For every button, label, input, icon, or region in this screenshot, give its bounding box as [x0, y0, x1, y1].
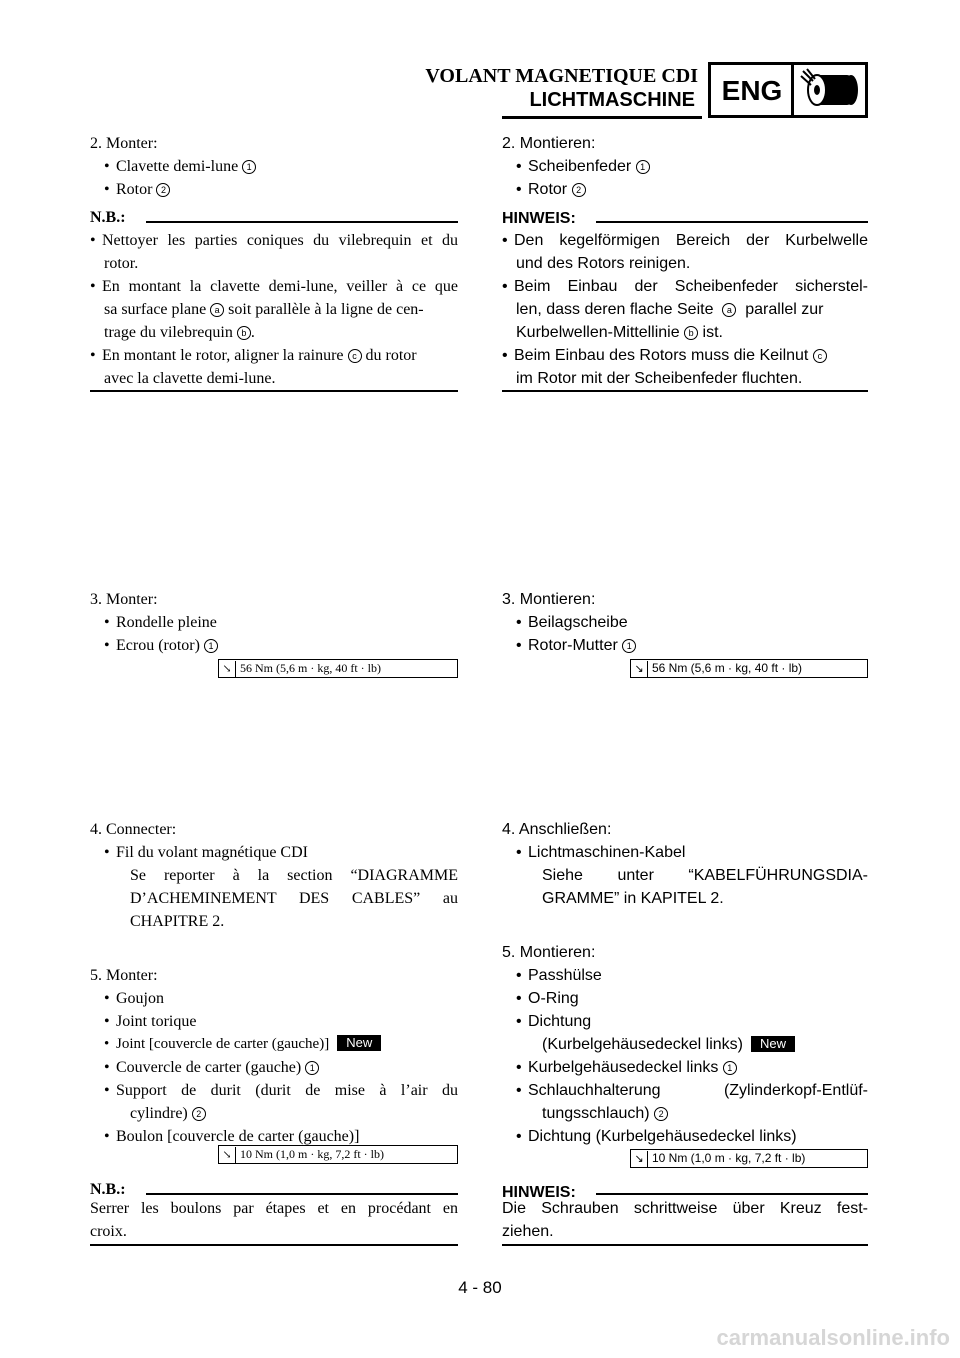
fr-torque-spec-1: ↘ 56 Nm (5,6 m · kg, 40 ft · lb) [218, 659, 458, 678]
list-item: • Rondelle pleine [90, 611, 458, 634]
list-item: • Scheibenfeder 1 [502, 155, 868, 178]
note-line: avec la clavette demi-lune. [104, 370, 276, 387]
note-line: • En montant la clavette demi-lune, veiller à ce que [90, 275, 458, 298]
de-step2-title: 2. Montieren: [502, 135, 596, 152]
de-hinweis2-rule [596, 1193, 868, 1195]
list-item-text: Se reporter à la section “DIAGRAMME [130, 867, 458, 884]
fr-nb2-end-rule [90, 1244, 458, 1246]
wrench-icon: ↘ [219, 1147, 236, 1164]
fr-nb1-label: N.B.: [90, 209, 126, 226]
list-item: • Rotor 2 [90, 178, 458, 201]
list-item-text: CHAPITRE 2. [130, 913, 225, 930]
wrench-icon: ↘ [631, 1151, 648, 1168]
de-hinweis2-label: HINWEIS: [502, 1184, 576, 1201]
fr-nb1-end-rule [90, 390, 458, 392]
de-step5-title: 5. Montieren: [502, 944, 596, 961]
ref-marker: 2 [572, 183, 586, 197]
list-item: • Boulon [couvercle de carter (gauche)] [90, 1125, 458, 1148]
new-badge: New [751, 1036, 795, 1052]
fr-nb2-label: N.B.: [90, 1181, 126, 1198]
de-step5 [502, 941, 868, 1148]
list-item: • Rotor 2 [502, 178, 868, 201]
fr-nb2-rule [146, 1193, 458, 1195]
de-hinweis2-body [502, 1197, 868, 1243]
note-line: und des Rotors reinigen. [516, 255, 691, 272]
ref-marker: 1 [305, 1061, 319, 1075]
de-hinweis2-end-rule [502, 1244, 868, 1246]
list-item: • Support de durit (durit de mise à l’air du [90, 1079, 458, 1102]
list-item: • Schlauchhalterung (Zylinderkopf-Entlüf- [502, 1079, 868, 1102]
de-torque-spec-2: ↘ 10 Nm (1,0 m · kg, 7,2 ft · lb) [630, 1149, 868, 1168]
fr-step3-title: 3. Monter: [90, 591, 158, 608]
note-line: • Beim Einbau des Rotors muss die Keilnut c [502, 344, 868, 367]
list-item: • Lichtmaschinen-Kabel [502, 841, 868, 864]
fr-step5-title: 5. Monter: [90, 967, 158, 984]
list-item: • O-Ring [502, 987, 868, 1010]
list-item: • Kurbelgehäusedeckel links 1 [502, 1056, 868, 1079]
fr-step4-title: 4. Connecter: [90, 821, 177, 838]
note-line: rotor. [104, 255, 139, 272]
list-item: • Rotor-Mutter 1 [502, 634, 868, 657]
list-item-text: GRAMME” in KAPITEL 2. [542, 890, 724, 907]
note-line: • Nettoyer les parties coniques du vilebrequin et du [90, 229, 458, 252]
header-title-fr: VOLANT MAGNETIQUE CDI [425, 65, 698, 87]
header-rule [502, 116, 702, 119]
fr-nb1-rule [146, 221, 458, 223]
ref-marker: b [684, 326, 698, 340]
list-item: • Passhülse [502, 964, 868, 987]
ref-marker: 1 [636, 160, 650, 174]
note-line: ziehen. [502, 1223, 554, 1240]
note-line: • Den kegelförmigen Bereich der Kurbelwelle [502, 229, 868, 252]
de-hinweis1-label: HINWEIS: [502, 210, 576, 227]
note-line: • Beim Einbau der Scheibenfeder sicherstel- [502, 275, 868, 298]
list-item: • Ecrou (rotor) 1 [90, 634, 458, 657]
fr-column [90, 132, 458, 201]
note-line: Serrer les boulons par étapes et en procédant en [90, 1200, 458, 1217]
list-item: • Dichtung [502, 1010, 868, 1033]
list-item: • Joint [couvercle de carter (gauche)] New [90, 1033, 458, 1056]
list-item-text: (Kurbelgehäusedeckel links) New [502, 1033, 868, 1056]
ref-marker: 1 [242, 160, 256, 174]
note-line: len, dass deren flache Seite a parallel zur [516, 301, 824, 318]
de-torque-spec-1: ↘ 56 Nm (5,6 m · kg, 40 ft · lb) [630, 659, 868, 678]
note-line: sa surface plane a soit parallèle à la ligne de cen- [104, 301, 424, 318]
de-step3 [502, 588, 868, 657]
note-line: trage du vilebrequin b . [104, 324, 255, 341]
list-item: • Goujon [90, 987, 458, 1010]
list-item: • Fil du volant magnétique CDI [90, 841, 458, 864]
fr-step5 [90, 964, 458, 1148]
fr-torque-spec-2: ↘ 10 Nm (1,0 m · kg, 7,2 ft · lb) [218, 1145, 458, 1164]
ref-marker: c [813, 349, 827, 363]
page-number: 4 - 80 [458, 1278, 502, 1297]
de-step3-title: 3. Montieren: [502, 591, 596, 608]
badge-divider [791, 65, 794, 115]
wrench-icon: ↘ [631, 661, 648, 678]
header-badge-box [708, 62, 868, 118]
ref-marker: 2 [156, 183, 170, 197]
list-item: • Clavette demi-lune 1 [90, 155, 458, 178]
fr-step3 [90, 588, 458, 657]
note-line: • En montant le rotor, aligner la rainure c du rotor [90, 344, 458, 367]
de-column [502, 132, 868, 201]
fr-step2-title: 2. Monter: [90, 135, 158, 152]
list-item: • Beilagscheibe [502, 611, 868, 634]
list-item: • Dichtung (Kurbelgehäusedeckel links) [502, 1125, 868, 1148]
ref-marker: a [722, 303, 736, 317]
de-hinweis1-body [502, 229, 868, 390]
de-hinweis1-rule [596, 221, 868, 223]
fr-step4 [90, 818, 458, 933]
engine-rotor-icon [799, 67, 863, 118]
list-item: • Couvercle de carter (gauche) 1 [90, 1056, 458, 1079]
de-hinweis1-end-rule [502, 390, 868, 392]
note-line: im Rotor mit der Scheibenfeder fluchten. [516, 370, 803, 387]
list-item-text: cylindre) 2 [90, 1102, 458, 1125]
ref-marker: b [237, 326, 251, 340]
ref-marker: 2 [192, 1107, 206, 1121]
ref-marker: a [210, 303, 224, 317]
new-badge: New [337, 1035, 381, 1051]
ref-marker: c [348, 349, 362, 363]
note-line: croix. [90, 1223, 127, 1240]
ref-marker: 1 [204, 639, 218, 653]
fr-nb2-body [90, 1197, 458, 1243]
watermark[interactable]: carmanualsonline.info [716, 1325, 950, 1350]
list-item-text: tungsschlauch) 2 [502, 1102, 868, 1125]
de-step4 [502, 818, 868, 910]
header-title-de: LICHTMASCHINE [529, 89, 695, 111]
wrench-icon: ↘ [219, 661, 236, 678]
ref-marker: 2 [654, 1107, 668, 1121]
note-line: Kurbelwellen-Mittellinie b ist. [516, 324, 723, 341]
de-step4-title: 4. Anschließen: [502, 821, 612, 838]
list-item-text: D’ACHEMINEMENT DES CABLES” au [130, 890, 458, 907]
list-item-text: Siehe unter “KABELFÜHRUNGSDIA- [542, 867, 868, 884]
ref-marker: 1 [723, 1061, 737, 1075]
eng-badge: ENG [721, 75, 783, 106]
list-item: • Joint torique [90, 1010, 458, 1033]
ref-marker: 1 [622, 639, 636, 653]
note-line: Die Schrauben schrittweise über Kreuz fest- [502, 1200, 868, 1217]
fr-nb1-body [90, 229, 458, 390]
